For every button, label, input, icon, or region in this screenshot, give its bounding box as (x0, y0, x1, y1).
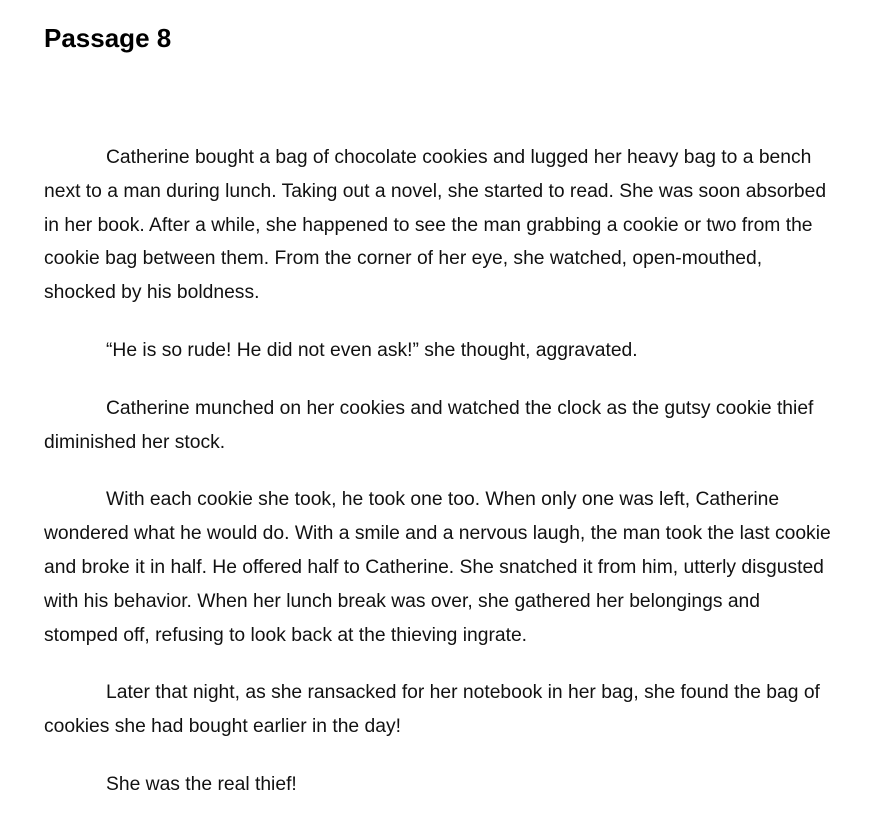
document-page (44, 0, 834, 836)
paragraph: “He is so rude! He did not even ask!” she thought, aggravated. (106, 339, 638, 361)
passage-body (44, 141, 834, 826)
paragraph: Later that night, as she ransacked for her notebook in her bag, she found the bag of cookies she had bought earlier in the day! (44, 682, 820, 738)
paragraph: Catherine bought a bag of chocolate cookies and lugged her heavy bag to a bench next to a man during lunch. Taking out a novel, she started to read. She was soon absorbed in her book. After a while, she happened to see the man grabbing a cookie or two from the cookie bag between them. From the corner of her eye, she watched, open-mouthed, shocked by his boldness. (44, 147, 827, 304)
paragraph: Catherine munched on her cookies and watched the clock as the gutsy cookie thief diminished her stock. (44, 397, 814, 453)
paragraph: With each cookie she took, he took one too. When only one was left, Catherine wondered what he would do. With a smile and a nervous laugh, the man took the last cookie and broke it in half. He offered half to Catherine. She snatched it from him, utterly disgusted with his behavior. When her lunch break was over, she gathered her belongings and stomped off, refusing to look back at the thieving ingrate. (44, 489, 831, 646)
paragraph: She was the real thief! (106, 773, 297, 795)
passage-title: Passage 8 (44, 23, 172, 53)
